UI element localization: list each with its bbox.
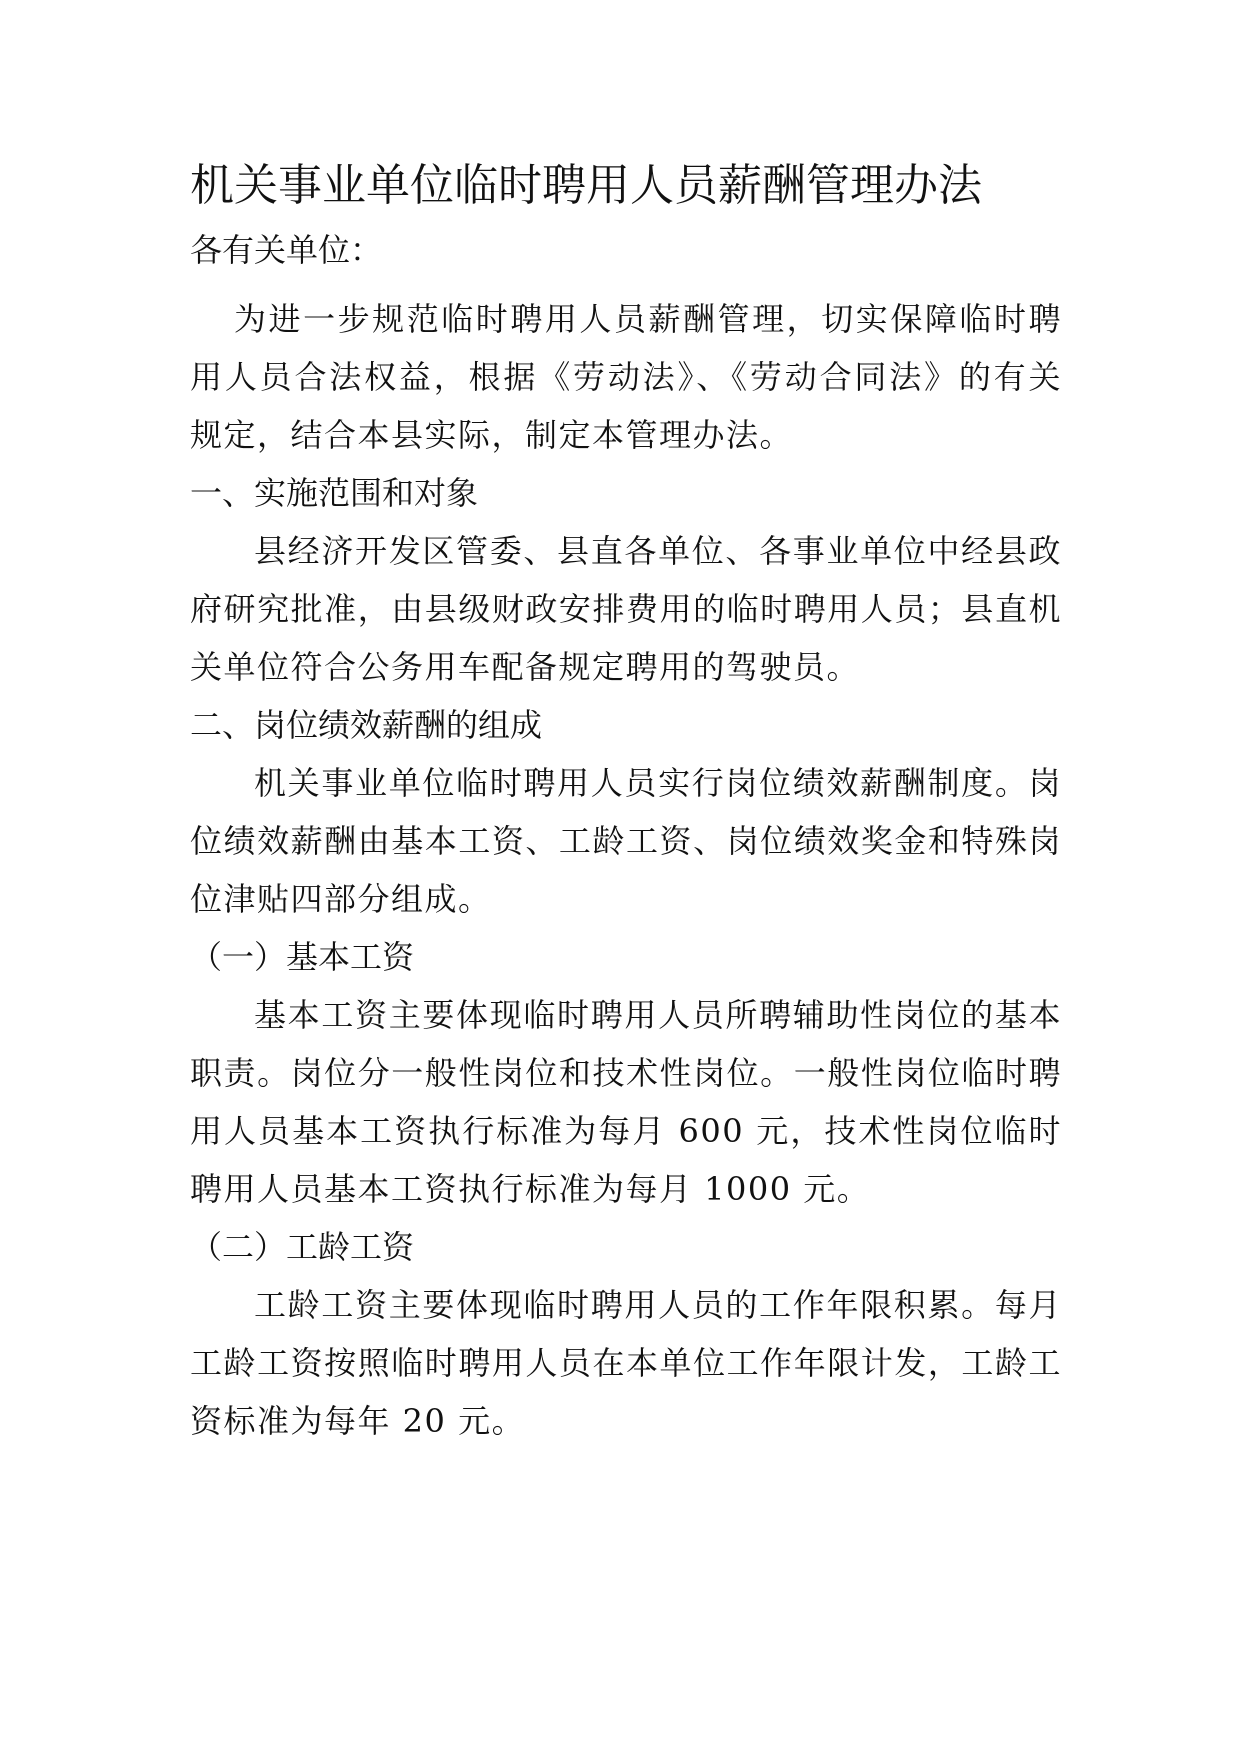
document-body bbox=[190, 158, 1062, 1450]
subsection-heading-basic-salary: （一）基本工资 bbox=[190, 938, 415, 976]
subsection-heading-seniority-pay: （二）工龄工资 bbox=[190, 1228, 415, 1266]
subsection-body-basic-salary: 基本工资主要体现临时聘用人员所聘辅助性岗位的基本职责。岗位分一般性岗位和技术性岗位。一般性岗位临时聘用人员基本工资执行标准为每月 600 元，技术性岗位临时聘用人员基本工资执行标准为每月 1000 元。 bbox=[190, 996, 1062, 1208]
intro-paragraph: 为进一步规范临时聘用人员薪酬管理，切实保障临时聘用人员合法权益，根据《劳动法》、《劳动合同法》的有关规定，结合本县实际，制定本管理办法。 bbox=[190, 300, 1062, 454]
section-body-scope: 县经济开发区管委、县直各单位、各事业单位中经县政府研究批准，由县级财政安排费用的临时聘用人员；县直机关单位符合公务用车配备规定聘用的驾驶员。 bbox=[190, 532, 1062, 686]
section-heading-scope: 一、实施范围和对象 bbox=[190, 474, 479, 512]
salutation: 各有关单位： bbox=[190, 231, 383, 269]
section-heading-composition: 二、岗位绩效薪酬的组成 bbox=[190, 706, 543, 744]
subsection-body-seniority-pay: 工龄工资主要体现临时聘用人员的工作年限积累。每月工龄工资按照临时聘用人员在本单位工作年限计发，工龄工资标准为每年 20 元。 bbox=[190, 1286, 1062, 1440]
section-body-composition: 机关事业单位临时聘用人员实行岗位绩效薪酬制度。岗位绩效薪酬由基本工资、工龄工资、岗位绩效奖金和特殊岗位津贴四部分组成。 bbox=[190, 764, 1062, 918]
document-title: 机关事业单位临时聘用人员薪酬管理办法 bbox=[190, 160, 982, 211]
